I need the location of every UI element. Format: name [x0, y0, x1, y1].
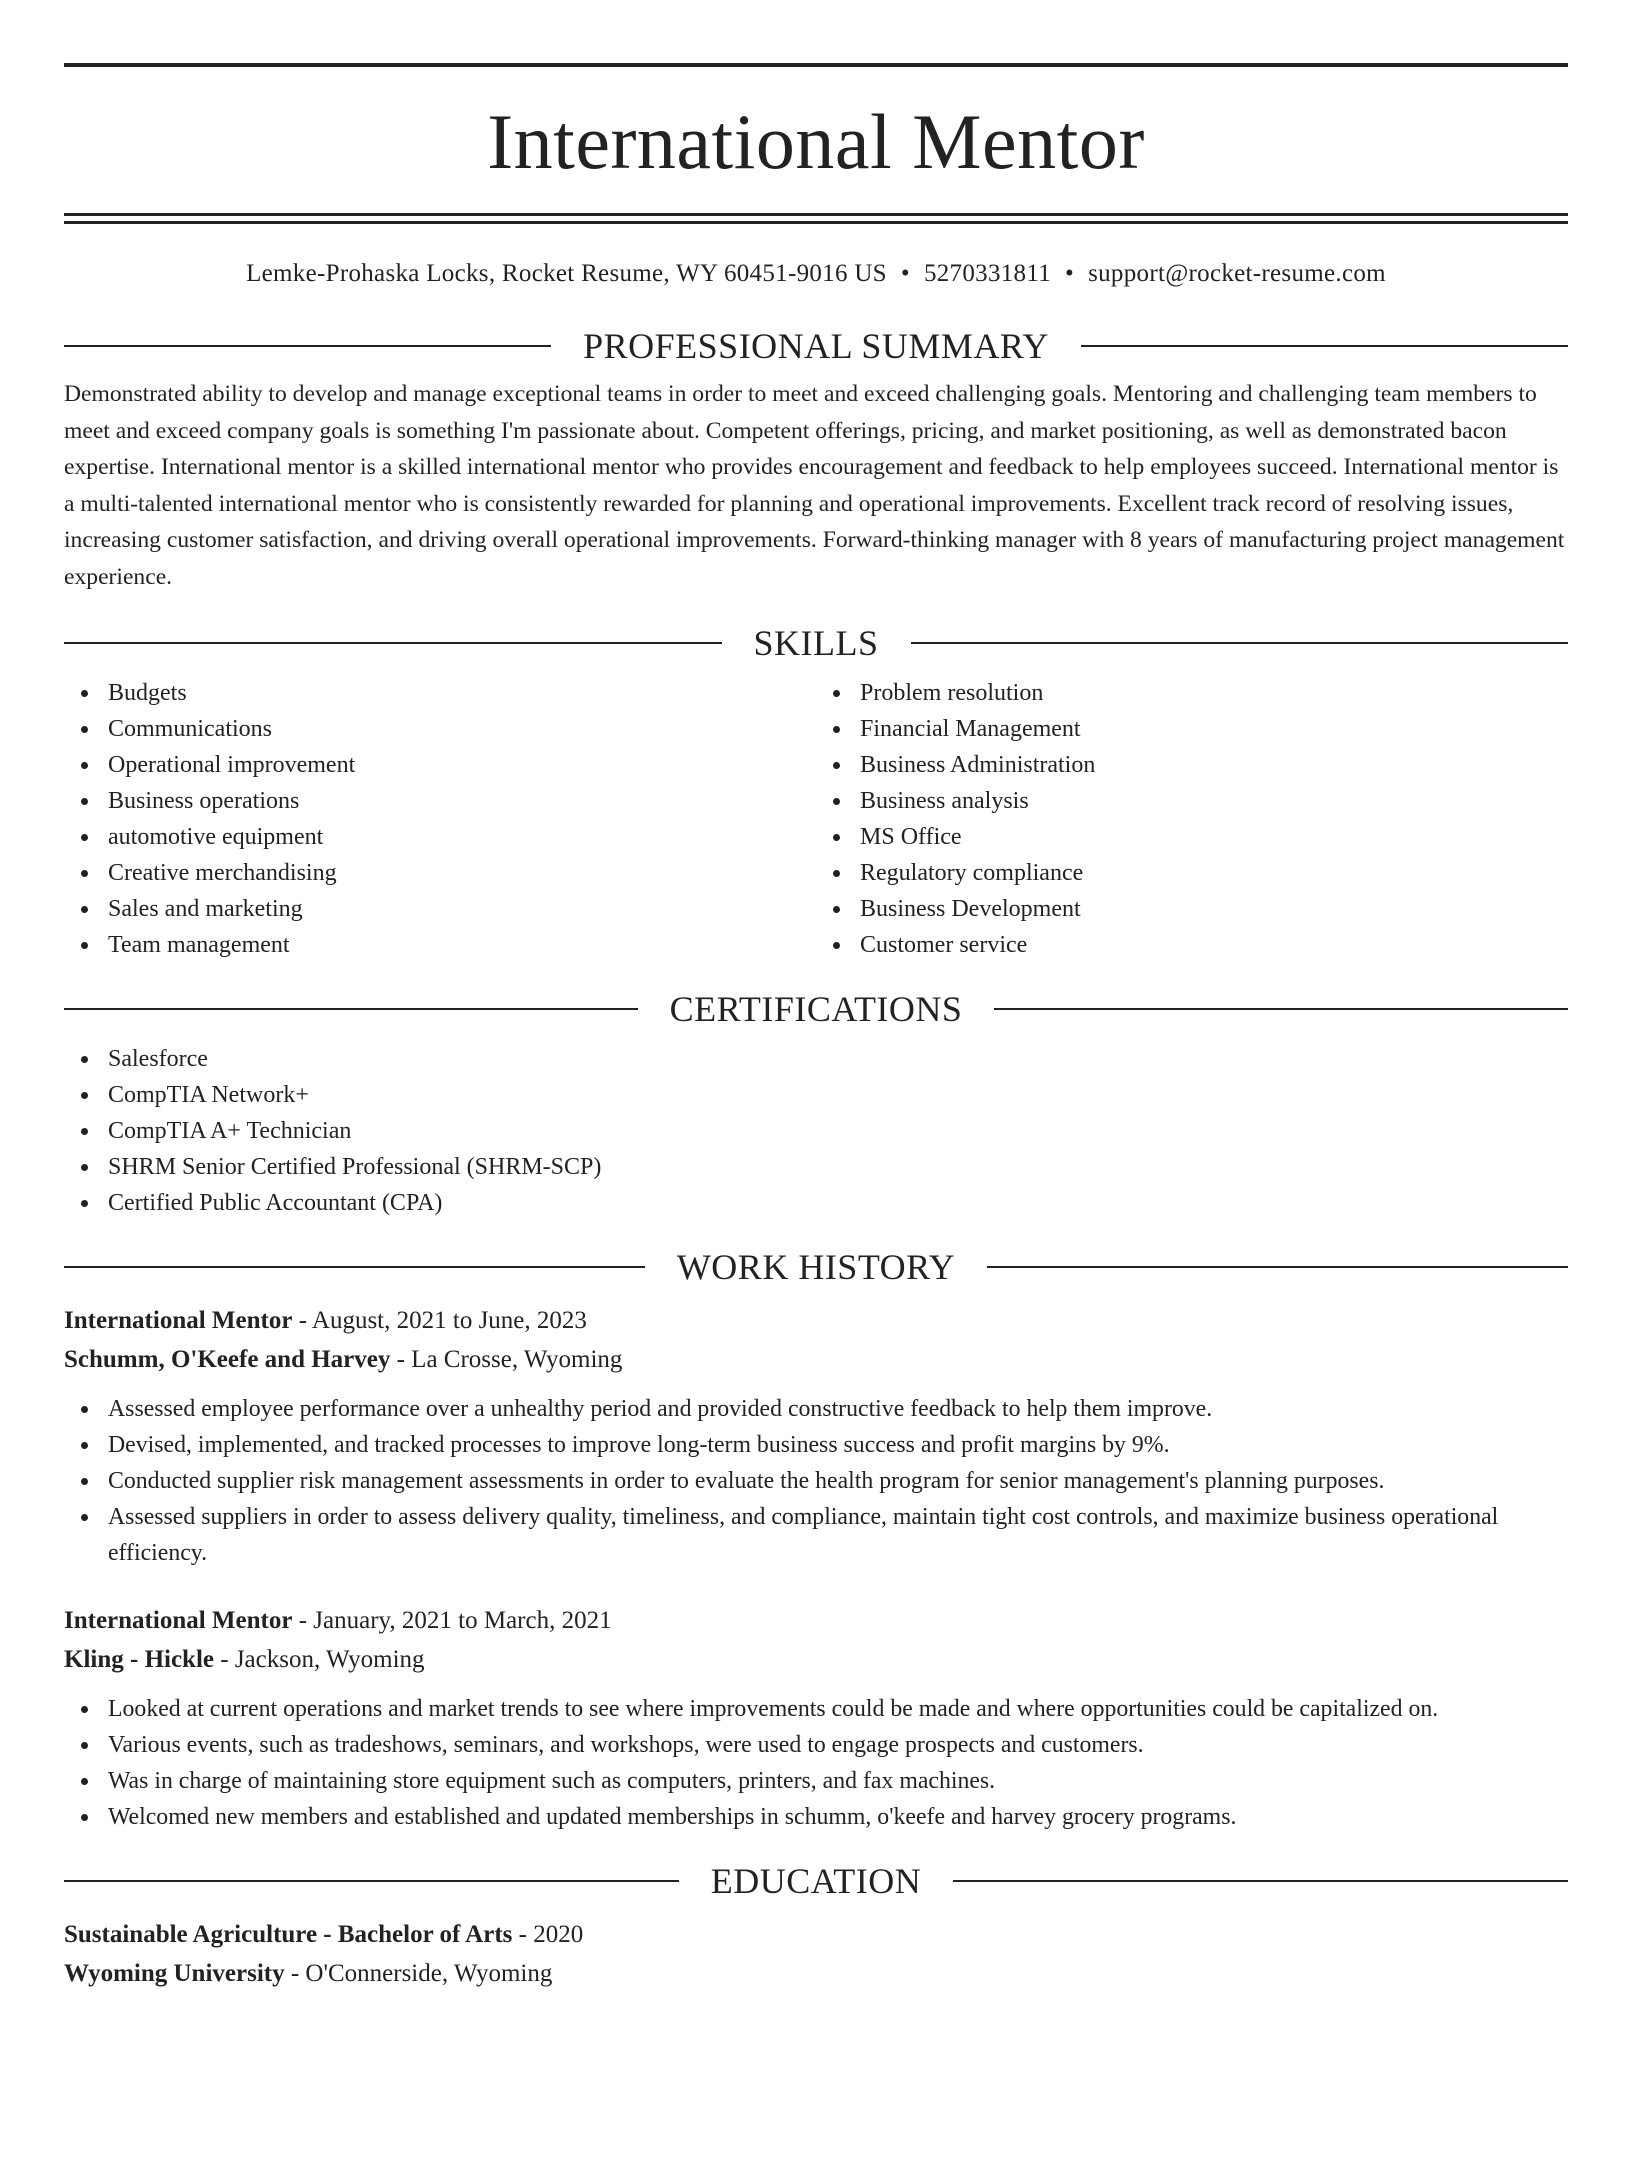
skill-item: Business Development [816, 891, 1568, 927]
contact-email: support@rocket-resume.com [1088, 260, 1386, 287]
skills-list [64, 675, 1568, 963]
section-rule-left [64, 345, 551, 347]
job-bullet: Various events, such as tradeshows, seminars, and workshops, were used to engage prospects and customers. [64, 1727, 1568, 1763]
certifications-section-header [64, 987, 1568, 1031]
name-double-rule [64, 213, 1568, 224]
summary-section-header [64, 324, 1568, 368]
skills-column-right [816, 675, 1568, 963]
skill-item: MS Office [816, 819, 1568, 855]
education-year: - 2020 [512, 1921, 584, 1948]
skills-section-header [64, 621, 1568, 665]
certification-item: Certified Public Accountant (CPA) [64, 1185, 1568, 1221]
section-rule-left [64, 1266, 645, 1268]
skill-item: Budgets [64, 675, 816, 711]
job-bullet: Welcomed new members and established and updated memberships in schumm, o'keefe and harvey grocery programs. [64, 1799, 1568, 1835]
top-rule [64, 63, 1568, 67]
skill-item: Business analysis [816, 783, 1568, 819]
education-school-line [64, 1954, 1568, 1993]
section-rule-right [1081, 345, 1568, 347]
contact-line [64, 258, 1568, 290]
job-company: Kling - Hickle [64, 1646, 214, 1673]
skill-item: Regulatory compliance [816, 855, 1568, 891]
certification-item: CompTIA A+ Technician [64, 1113, 1568, 1149]
job-title: International Mentor [64, 1607, 293, 1634]
section-rule-right [911, 642, 1569, 644]
work-section-title: WORK HISTORY [676, 1247, 956, 1287]
contact-separator: • [900, 260, 910, 287]
job-dates: - August, 2021 to June, 2023 [292, 1307, 587, 1334]
skills-section-title: SKILLS [753, 623, 879, 663]
skill-item: Business operations [64, 783, 816, 819]
job-bullets [64, 1391, 1568, 1571]
education-degree-line [64, 1915, 1568, 1954]
job-bullet: Conducted supplier risk management assessments in order to evaluate the health program for senior management's planning purposes. [64, 1463, 1568, 1499]
job-location: - La Crosse, Wyoming [390, 1346, 623, 1373]
job-bullet: Assessed suppliers in order to assess delivery quality, timeliness, and compliance, maintain tight cost controls, and maximize business operational efficiency. [64, 1499, 1568, 1571]
job-bullet: Was in charge of maintaining store equipment such as computers, printers, and fax machines. [64, 1763, 1568, 1799]
resume-page [0, 63, 1632, 2175]
skill-item: Communications [64, 711, 816, 747]
job-bullet: Looked at current operations and market trends to see where improvements could be made and where opportunities could be capitalized on. [64, 1691, 1568, 1727]
certifications-list [64, 1041, 1568, 1221]
job-location: - Jackson, Wyoming [214, 1646, 425, 1673]
job-title-line [64, 1301, 1568, 1340]
education-section-title: EDUCATION [710, 1861, 922, 1901]
skill-item: Customer service [816, 927, 1568, 963]
education-degree: Sustainable Agriculture - Bachelor of Arts [64, 1921, 513, 1948]
skill-item: Creative merchandising [64, 855, 816, 891]
job-title-line [64, 1601, 1568, 1640]
contact-phone: 5270331811 [923, 260, 1052, 287]
skill-item: Problem resolution [816, 675, 1568, 711]
work-section-header [64, 1245, 1568, 1289]
skill-item: Operational improvement [64, 747, 816, 783]
skill-item: automotive equipment [64, 819, 816, 855]
skill-item: Business Administration [816, 747, 1568, 783]
summary-text: Demonstrated ability to develop and manage exceptional teams in order to meet and exceed challenging goals. Mentoring and challenging team members to meet and exceed company goals is something I'm passionate about. Competent offerings, pricing, and market positioning, as well as demonstrated bacon expertise. International mentor is a skilled international mentor who provides encouragement and feedback to help employees succeed. International mentor is a multi-talented international mentor who is consistently rewarded for planning and operational improvements. Excellent track record of resolving issues, increasing customer satisfaction, and driving overall operational improvements. Forward-thinking manager with 8 years of manufacturing project management experience. [64, 381, 1565, 590]
contact-separator: • [1065, 260, 1075, 287]
skills-column-left [64, 675, 816, 963]
certification-item: Salesforce [64, 1041, 1568, 1077]
resume-name: International Mentor [487, 98, 1145, 185]
job-dates: - January, 2021 to March, 2021 [292, 1607, 612, 1634]
certifications-section-title: CERTIFICATIONS [669, 989, 963, 1029]
work-entry [64, 1601, 1568, 1835]
section-rule-left [64, 642, 722, 644]
section-rule-left [64, 1880, 679, 1882]
section-rule-left [64, 1008, 638, 1010]
skill-item: Team management [64, 927, 816, 963]
job-bullet: Assessed employee performance over a unhealthy period and provided constructive feedback to help them improve. [64, 1391, 1568, 1427]
contact-address: Lemke-Prohaska Locks, Rocket Resume, WY 60451-9016 US [246, 260, 887, 287]
job-title: International Mentor [64, 1307, 293, 1334]
education-entry [64, 1915, 1568, 1993]
job-company: Schumm, O'Keefe and Harvey [64, 1346, 391, 1373]
skill-item: Sales and marketing [64, 891, 816, 927]
section-rule-right [987, 1266, 1568, 1268]
skill-item: Financial Management [816, 711, 1568, 747]
education-school: Wyoming University [64, 1960, 285, 1987]
certification-item: CompTIA Network+ [64, 1077, 1568, 1113]
summary-section-title: PROFESSIONAL SUMMARY [583, 326, 1049, 366]
job-bullets [64, 1691, 1568, 1835]
certification-item: SHRM Senior Certified Professional (SHRM-SCP) [64, 1149, 1568, 1185]
job-company-line [64, 1340, 1568, 1379]
education-section-header [64, 1859, 1568, 1903]
job-bullet: Devised, implemented, and tracked processes to improve long-term business success and profit margins by 9%. [64, 1427, 1568, 1463]
job-company-line [64, 1640, 1568, 1679]
section-rule-right [953, 1880, 1568, 1882]
education-location: - O'Connerside, Wyoming [284, 1960, 553, 1987]
work-entry [64, 1301, 1568, 1571]
section-rule-right [994, 1008, 1568, 1010]
